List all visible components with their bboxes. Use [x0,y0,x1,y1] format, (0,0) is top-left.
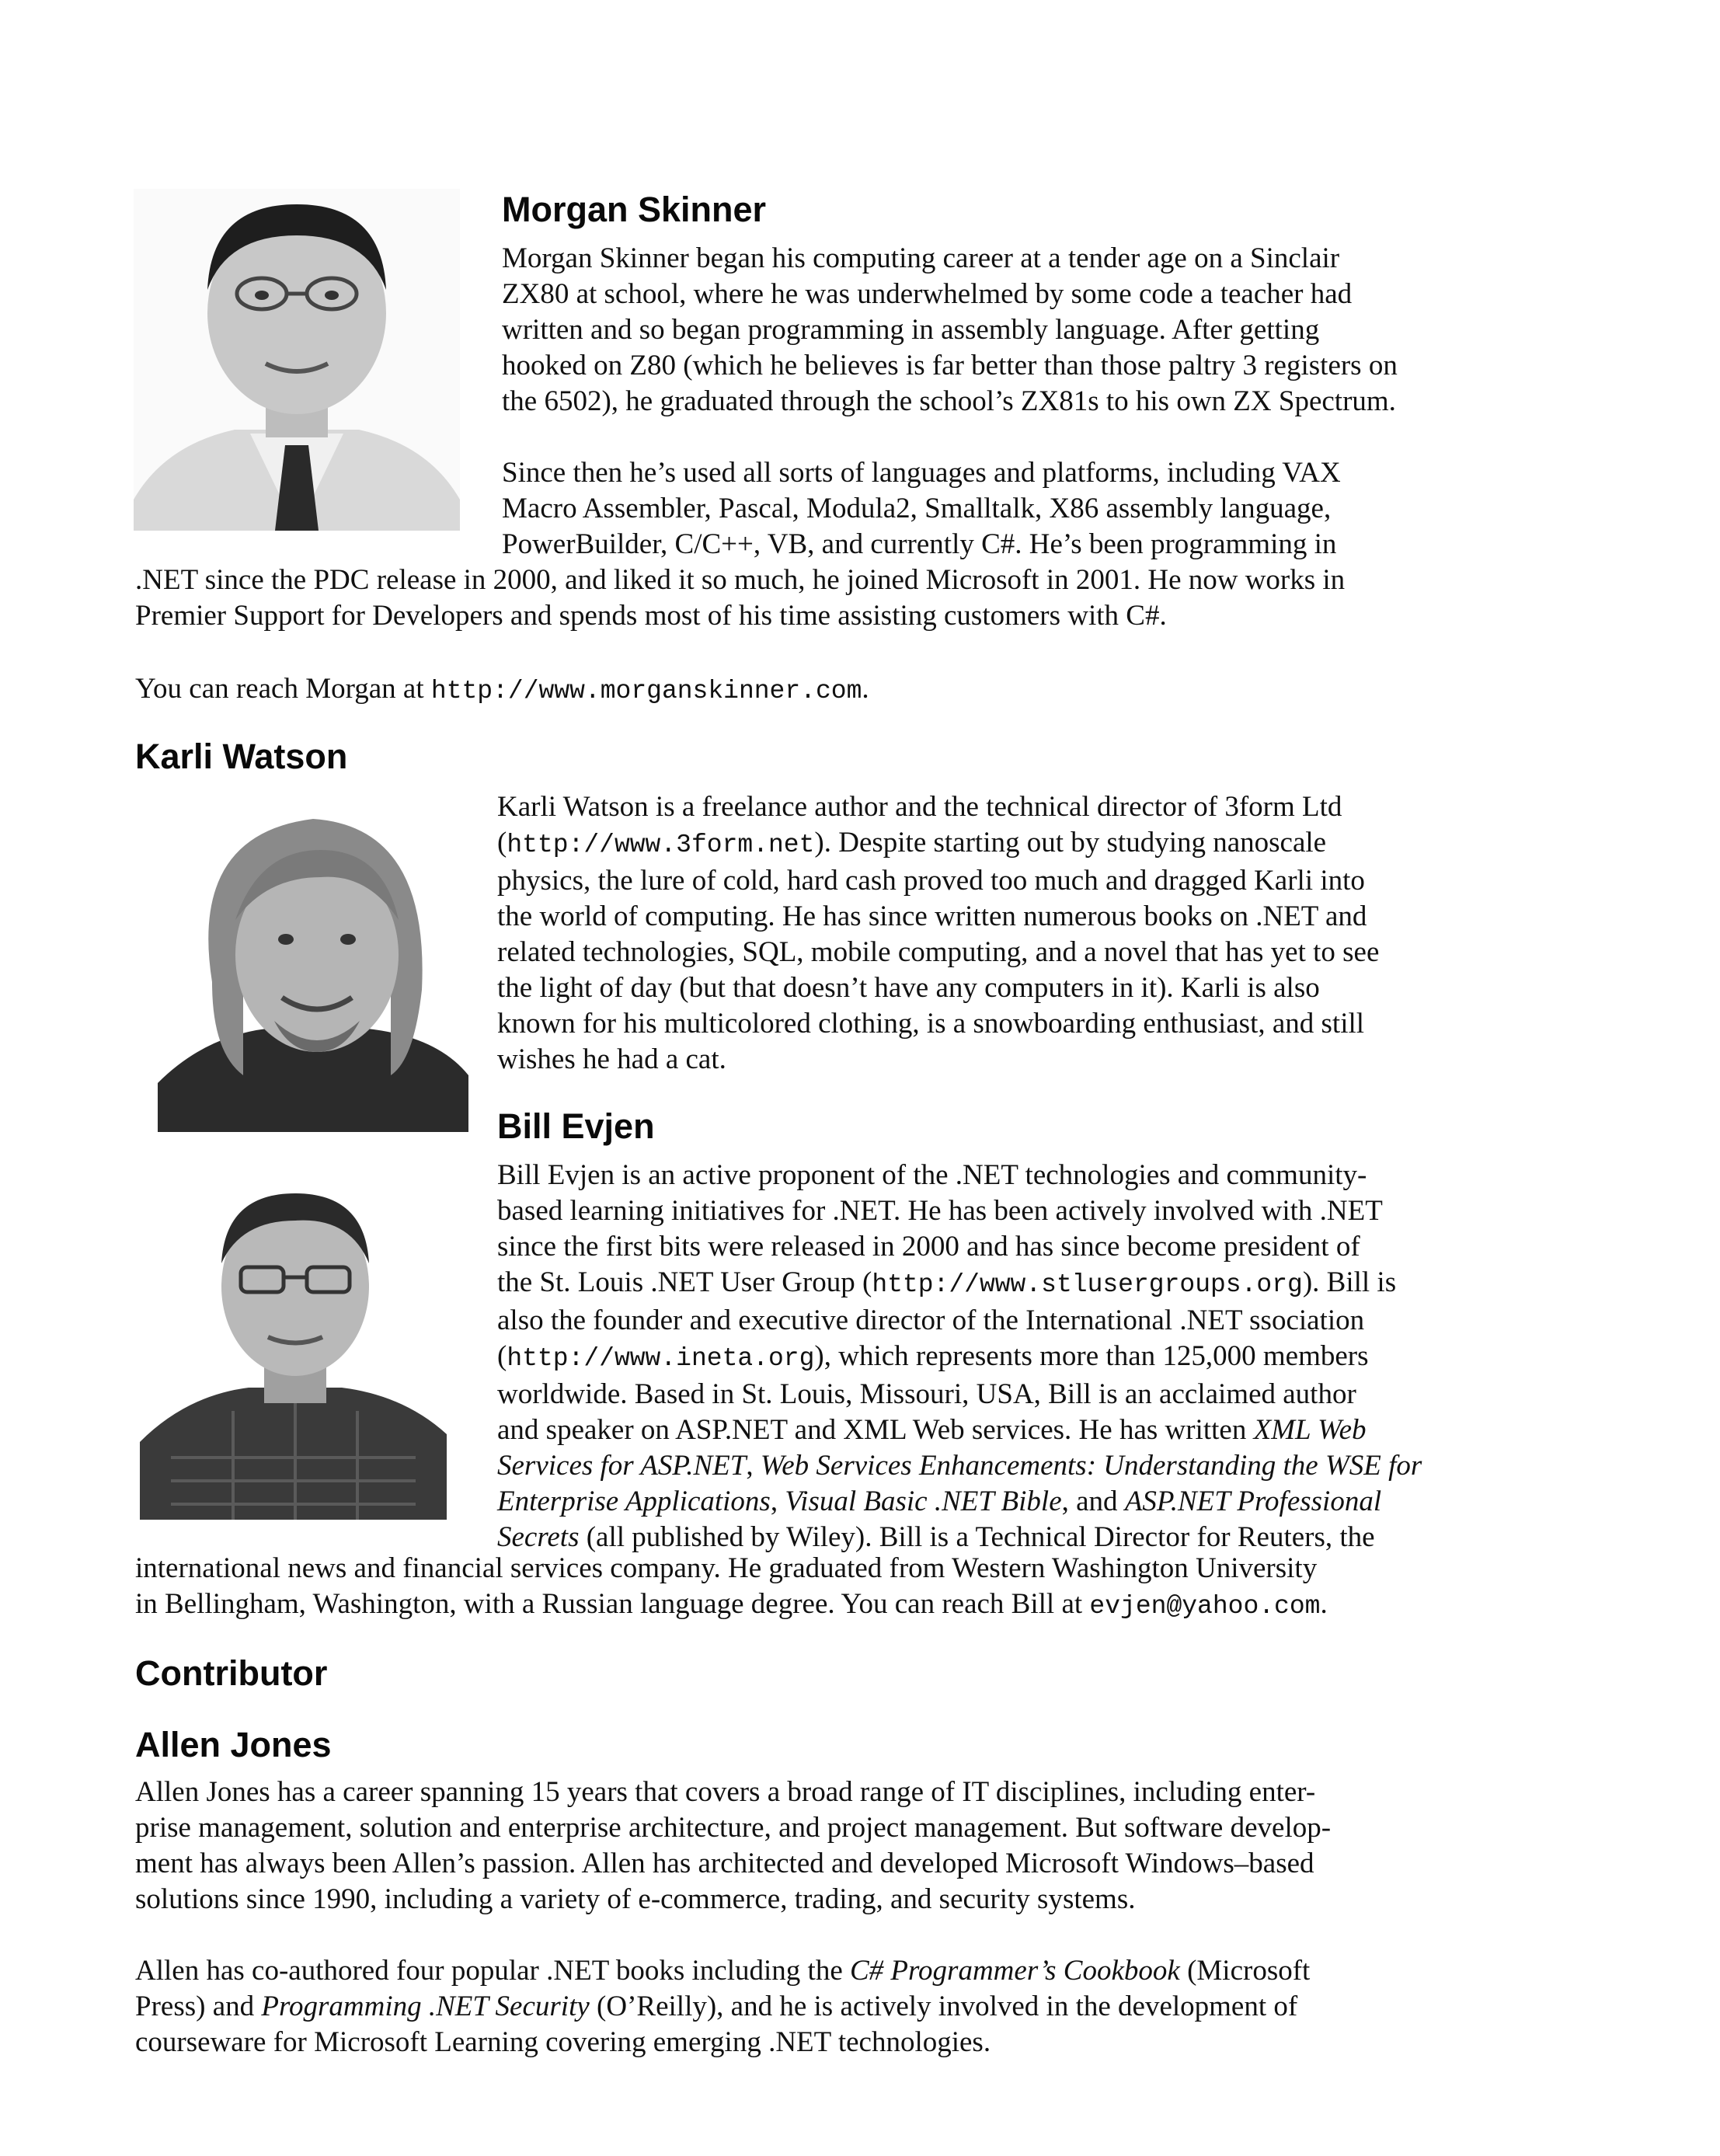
morgan-bio-line: the 6502), he graduated through the school’s ZX81s to his own ZX Spectrum. [502,385,1396,417]
karli-bio-line: the light of day (but that doesn’t have any computers in it). Karli is also [497,972,1320,1004]
bill-email-link[interactable]: evjen@yahoo.com [1089,1592,1321,1621]
morgan-bio-paragraph-1 [502,241,1398,420]
morgan-bio-paragraph-2 [502,455,1341,563]
portrait-karli [158,803,468,1132]
portrait-morgan [134,189,460,531]
book-title: Programming .NET Security [261,1991,590,2022]
karli-bio-line: ). Despite starting out by studying nanoscale [814,827,1327,859]
book-title: Enterprise Applications [497,1486,771,1517]
separator: , and [1061,1486,1125,1517]
book-title: Web Services Enhancements: Understanding the WSE for [760,1450,1422,1482]
allen-bio-line: (Microsoft [1179,1955,1311,1987]
morgan-bio-line: Since then he’s used all sorts of languages and platforms, including VAX [502,457,1341,489]
bill-bio-line: (all published by Wiley). Bill is a Technical Director for Reuters, the [579,1521,1375,1553]
karli-watson-name: Karli Watson [135,737,348,776]
book-title: Secrets [497,1521,580,1553]
separator: , [746,1450,761,1482]
bill-bio-line: and speaker on ASP.NET and XML Web services. He has written [497,1414,1254,1446]
morgan-bio-line: Morgan Skinner began his computing career at a tender age on a Sinclair [502,242,1340,274]
morgan-bio-line: written and so began programming in assembly language. After getting [502,314,1320,346]
bill-evjen-photo [140,1178,447,1520]
morgan-skinner-photo [134,189,460,531]
book-title: ASP.NET Professional [1124,1486,1382,1517]
bill-bio-line: worldwide. Based in St. Louis, Missouri, USA, Bill is an acclaimed author [497,1378,1356,1410]
bill-bio-line: Bill Evjen is an active proponent of the .NET technologies and community- [497,1159,1367,1191]
allen-bio-line: solutions since 1990, including a variety of e-commerce, trading, and security systems. [135,1883,1136,1915]
book-title: XML Web [1253,1414,1367,1446]
karli-bio-line: wishes he had a cat. [497,1043,726,1075]
allen-bio-line: ment has always been Allen’s passion. Allen has architected and developed Microsoft Windows–based [135,1848,1314,1879]
karli-watson-photo [158,803,468,1132]
stlusergroups-link[interactable]: http://www.stlusergroups.org [872,1270,1303,1299]
allen-bio-line: prise management, solution and enterprise architecture, and project management. But software develop- [135,1812,1332,1844]
morgan-contact [135,671,869,709]
bill-bio-line: since the first bits were released in 2000 and has since become president of [497,1231,1360,1263]
karli-bio [497,789,1379,1078]
bill-bio-line: also the founder and executive director of the International .NET ssociation [497,1304,1365,1336]
morgan-skinner-name: Morgan Skinner [502,190,767,229]
morgan-bio-line: hooked on Z80 (which he believes is far better than those paltry 3 registers on [502,350,1398,381]
morgan-bio-line: .NET since the PDC release in 2000, and liked it so much, he joined Microsoft in 2001. He now works in [135,564,1346,596]
book-title: Services for ASP.NET [497,1450,747,1482]
ineta-link[interactable]: http://www.ineta.org [507,1344,815,1373]
allen-jones-name: Allen Jones [135,1725,332,1764]
allen-bio-line: Allen has co-authored four popular .NET books including the [135,1955,850,1987]
bill-bio-line: the St. Louis .NET User Group ( [497,1266,872,1298]
book-title: C# Programmer’s Cookbook [850,1955,1180,1987]
morgan-bio-line: ZX80 at school, where he was underwhelmed by some code a teacher had [502,278,1353,310]
bill-bio-line: ). Bill is [1302,1266,1397,1298]
allen-bio-line: Allen Jones has a career spanning 15 years that covers a broad range of IT disciplines, including enter- [135,1776,1316,1808]
karli-website-link[interactable]: http://www.3form.net [507,831,815,859]
bill-bio-line: ), which represents more than 125,000 members [814,1340,1369,1372]
bill-bio-paren: ( [497,1340,507,1372]
separator: , [770,1486,785,1517]
bill-bio-wide [135,1551,1328,1625]
morgan-bio-line: Macro Assembler, Pascal, Modula2, Smalltalk, X86 assembly language, [502,493,1332,524]
portrait-bill [140,1178,447,1520]
morgan-contact-period: . [862,673,869,705]
morgan-contact-text: You can reach Morgan at [135,673,431,705]
bill-bio [497,1158,1422,1555]
karli-bio-line: related technologies, SQL, mobile computing, and a novel that has yet to see [497,936,1380,968]
allen-bio-paragraph-1 [135,1775,1331,1917]
bill-bio-line: international news and financial services company. He graduated from Western Washington University [135,1552,1318,1584]
karli-bio-line: physics, the lure of cold, hard cash proved too much and dragged Karli into [497,865,1365,897]
bill-bio-line: in Bellingham, Washington, with a Russian language degree. You can reach Bill at [135,1588,1090,1620]
contributor-heading: Contributor [135,1653,328,1693]
book-title: Visual Basic .NET Bible [785,1486,1062,1517]
bill-evjen-name: Bill Evjen [497,1106,655,1146]
morgan-website-link[interactable]: http://www.morganskinner.com [430,677,862,705]
karli-bio-line: Karli Watson is a freelance author and the technical director of 3form Ltd [497,791,1342,823]
allen-bio-line: courseware for Microsoft Learning covering emerging .NET technologies. [135,2026,991,2058]
morgan-bio-line: Premier Support for Developers and spends most of his time assisting customers with C#. [135,600,1167,632]
allen-bio-paragraph-2 [135,1953,1310,2060]
karli-bio-line: the world of computing. He has since written numerous books on .NET and [497,900,1367,932]
allen-bio-line: (O’Reilly), and he is actively involved in the development of [589,1991,1298,2022]
karli-bio-line: known for his multicolored clothing, is a snowboarding enthusiast, and still [497,1008,1365,1040]
allen-bio-line: Press) and [135,1991,262,2022]
morgan-bio-paragraph-2-wide [135,563,1345,634]
morgan-bio-line: PowerBuilder, C/C++, VB, and currently C#. He’s been programming in [502,528,1337,560]
bill-bio-period: . [1320,1588,1328,1620]
karli-bio-paren: ( [497,827,507,859]
bill-bio-line: based learning initiatives for .NET. He has been actively involved with .NET [497,1195,1383,1227]
